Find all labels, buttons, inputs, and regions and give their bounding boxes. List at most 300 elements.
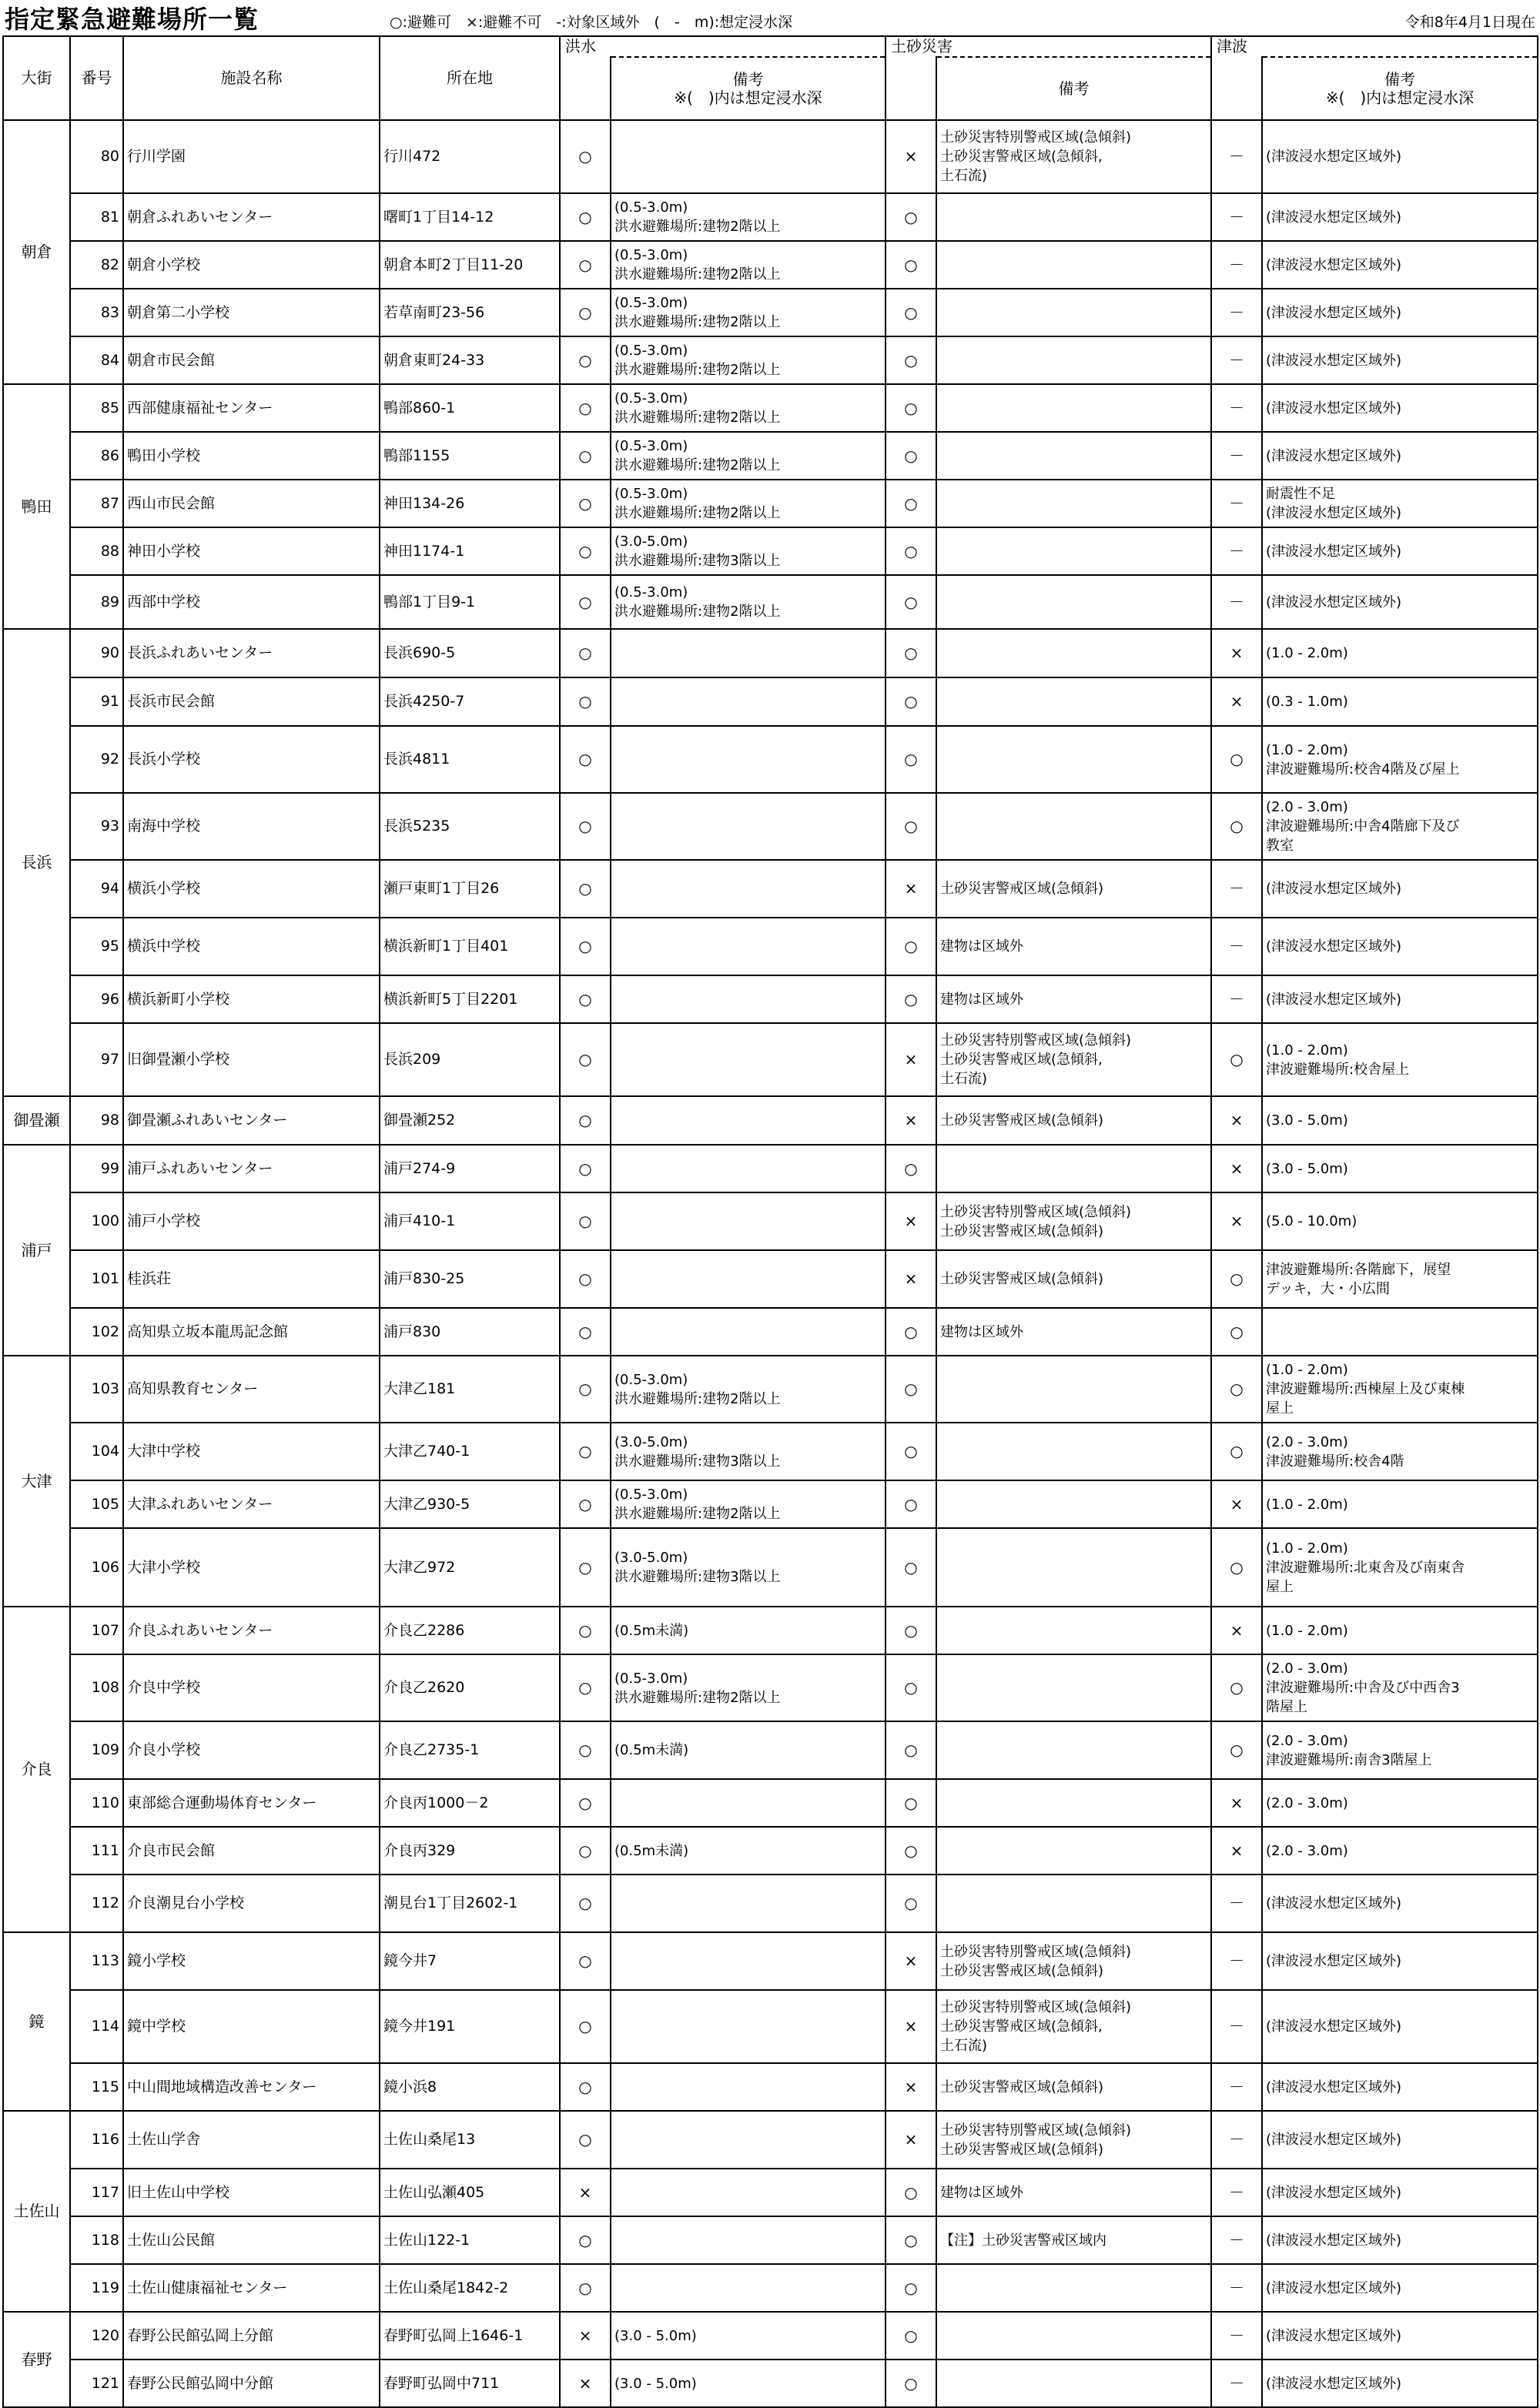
table-row: [3, 1990, 1538, 2063]
flood-status: ○: [560, 1607, 611, 1654]
facility-address: 鏡小浜8: [380, 2063, 560, 2111]
tsunami-note: (2.0 - 3.0m): [1262, 1779, 1538, 1827]
flood-status: ○: [560, 1875, 611, 1932]
facility-name: 介良ふれあいセンター: [123, 1607, 380, 1654]
tsunami-status: ○: [1211, 1528, 1262, 1607]
landslide-note: [936, 1779, 1211, 1827]
facility-name: 介良中学校: [123, 1654, 380, 1721]
landslide-status: ○: [886, 677, 936, 726]
flood-status: ○: [560, 384, 611, 432]
table-row: [3, 2264, 1538, 2312]
flood-status: ○: [560, 1192, 611, 1250]
facility-name: 朝倉小学校: [123, 241, 380, 289]
table-row: [3, 2216, 1538, 2264]
flood-note: [611, 2216, 886, 2264]
facility-address: 御畳瀬252: [380, 1096, 560, 1145]
facility-address: 春野町弘岡上1646-1: [380, 2312, 560, 2360]
tsunami-note: (津波浸水想定区域外): [1262, 1875, 1538, 1932]
tsunami-status: ×: [1211, 1145, 1262, 1192]
flood-note: (0.5m未満): [611, 1607, 886, 1654]
table-row: [3, 1827, 1538, 1875]
table-row: [3, 1192, 1538, 1250]
facility-address: 行川472: [380, 120, 560, 193]
tsunami-note: (津波浸水想定区域外): [1262, 2111, 1538, 2169]
tsunami-status: －: [1211, 193, 1262, 241]
facility-address: 長浜4811: [380, 726, 560, 793]
flood-status: ○: [560, 1145, 611, 1192]
tsunami-status: －: [1211, 860, 1262, 918]
table-row: [3, 975, 1538, 1023]
district-cell: 御畳瀬: [3, 1096, 70, 1145]
table-row: [3, 1721, 1538, 1779]
row-number: 103: [70, 1356, 123, 1423]
flood-status: ○: [560, 480, 611, 527]
flood-status: ○: [560, 1023, 611, 1096]
tsunami-status: －: [1211, 432, 1262, 480]
facility-name: 御畳瀬ふれあいセンター: [123, 1096, 380, 1145]
row-number: 102: [70, 1308, 123, 1356]
landslide-note: [936, 793, 1211, 860]
landslide-note: 土砂災害特別警戒区域(急傾斜) 土砂災害警戒区域(急傾斜): [936, 1192, 1211, 1250]
facility-address: 介良丙329: [380, 1827, 560, 1875]
row-number: 90: [70, 629, 123, 677]
facility-name: 朝倉市民会館: [123, 336, 380, 384]
tsunami-note: (津波浸水想定区域外): [1262, 2169, 1538, 2216]
landslide-note: 土砂災害警戒区域(急傾斜): [936, 1250, 1211, 1308]
landslide-note: [936, 1654, 1211, 1721]
facility-name: 旧御畳瀬小学校: [123, 1023, 380, 1096]
facility-address: 浦戸410-1: [380, 1192, 560, 1250]
tsunami-status: ×: [1211, 1779, 1262, 1827]
table-row: [3, 575, 1538, 629]
row-number: 88: [70, 527, 123, 575]
header-landslide-note: 備考: [936, 57, 1211, 120]
landslide-status: ○: [886, 1480, 936, 1528]
table-row: [3, 1308, 1538, 1356]
table-body: [3, 120, 1538, 2407]
landslide-status: ○: [886, 2216, 936, 2264]
flood-note: (0.5-3.0m) 洪水避難場所:建物2階以上: [611, 336, 886, 384]
landslide-note: [936, 629, 1211, 677]
flood-note: [611, 918, 886, 975]
tsunami-status: －: [1211, 2216, 1262, 2264]
facility-address: 瀬戸東町1丁目26: [380, 860, 560, 918]
row-number: 93: [70, 793, 123, 860]
tsunami-status: ○: [1211, 1654, 1262, 1721]
flood-note: (3.0-5.0m) 洪水避難場所:建物3階以上: [611, 527, 886, 575]
row-number: 119: [70, 2264, 123, 2312]
row-number: 113: [70, 1932, 123, 1990]
row-number: 106: [70, 1528, 123, 1607]
table-row: [3, 860, 1538, 918]
landslide-note: [936, 384, 1211, 432]
landslide-status: ○: [886, 1779, 936, 1827]
landslide-note: 土砂災害警戒区域(急傾斜): [936, 2063, 1211, 2111]
row-number: 110: [70, 1779, 123, 1827]
row-number: 115: [70, 2063, 123, 2111]
flood-note: (3.0 - 5.0m): [611, 2312, 886, 2360]
landslide-note: 土砂災害特別警戒区域(急傾斜) 土砂災害警戒区域(急傾斜): [936, 2111, 1211, 2169]
tsunami-note: (津波浸水想定区域外): [1262, 1932, 1538, 1990]
table-row: [3, 2312, 1538, 2360]
facility-address: 浦戸830: [380, 1308, 560, 1356]
flood-note: [611, 726, 886, 793]
district-cell: 浦戸: [3, 1145, 70, 1356]
facility-name: 南海中学校: [123, 793, 380, 860]
table-row: [3, 480, 1538, 527]
landslide-status: ×: [886, 1990, 936, 2063]
facility-address: 春野町弘岡中711: [380, 2360, 560, 2407]
landslide-status: ○: [886, 1721, 936, 1779]
landslide-status: ○: [886, 1654, 936, 1721]
landslide-status: ○: [886, 289, 936, 336]
landslide-status: ○: [886, 2264, 936, 2312]
flood-status: ×: [560, 2360, 611, 2407]
flood-note: [611, 1250, 886, 1308]
facility-name: 横浜小学校: [123, 860, 380, 918]
flood-status: ○: [560, 1096, 611, 1145]
tsunami-note: (1.0 - 2.0m): [1262, 1480, 1538, 1528]
row-number: 120: [70, 2312, 123, 2360]
facility-name: 鴨田小学校: [123, 432, 380, 480]
facility-name: 横浜新町小学校: [123, 975, 380, 1023]
landslide-note: [936, 336, 1211, 384]
tsunami-note: (津波浸水想定区域外): [1262, 2063, 1538, 2111]
table-row: [3, 120, 1538, 193]
facility-address: 曙町1丁目14-12: [380, 193, 560, 241]
landslide-note: [936, 1356, 1211, 1423]
table-row: [3, 527, 1538, 575]
row-number: 117: [70, 2169, 123, 2216]
tsunami-note: (津波浸水想定区域外): [1262, 975, 1538, 1023]
landslide-note: [936, 1607, 1211, 1654]
header-landslide: 土砂災害: [886, 36, 1211, 57]
row-number: 112: [70, 1875, 123, 1932]
landslide-status: ×: [886, 860, 936, 918]
facility-name: 東部総合運動場体育センター: [123, 1779, 380, 1827]
flood-status: ○: [560, 1990, 611, 2063]
landslide-note: 土砂災害特別警戒区域(急傾斜) 土砂災害警戒区域(急傾斜, 土石流): [936, 1023, 1211, 1096]
flood-status: ○: [560, 2063, 611, 2111]
facility-address: 鴨部1丁目9-1: [380, 575, 560, 629]
facility-address: 若草南町23-56: [380, 289, 560, 336]
tsunami-note: (津波浸水想定区域外): [1262, 120, 1538, 193]
tsunami-note: (5.0 - 10.0m): [1262, 1192, 1538, 1250]
row-number: 97: [70, 1023, 123, 1096]
district-cell: 鴨田: [3, 384, 70, 629]
row-number: 116: [70, 2111, 123, 2169]
tsunami-status: －: [1211, 2312, 1262, 2360]
flood-note: (0.5-3.0m) 洪水避難場所:建物2階以上: [611, 432, 886, 480]
table-row: [3, 384, 1538, 432]
landslide-status: ○: [886, 726, 936, 793]
facility-name: 西部健康福祉センター: [123, 384, 380, 432]
table-row: [3, 1096, 1538, 1145]
landslide-note: [936, 527, 1211, 575]
landslide-status: ○: [886, 384, 936, 432]
flood-note: [611, 1023, 886, 1096]
flood-status: ○: [560, 336, 611, 384]
header-tsunami: 津波: [1211, 36, 1538, 57]
header-number: 番号: [70, 36, 123, 120]
flood-note: [611, 2264, 886, 2312]
tsunami-note: (1.0 - 2.0m) 津波避難場所:西棟屋上及び東棟 屋上: [1262, 1356, 1538, 1423]
facility-name: 鏡小学校: [123, 1932, 380, 1990]
facility-name: 高知県教育センター: [123, 1356, 380, 1423]
facility-name: 長浜小学校: [123, 726, 380, 793]
row-number: 96: [70, 975, 123, 1023]
facility-address: 大津乙972: [380, 1528, 560, 1607]
facility-name: 土佐山健康福祉センター: [123, 2264, 380, 2312]
flood-note: (0.5-3.0m) 洪水避難場所:建物2階以上: [611, 241, 886, 289]
header-address: 所在地: [380, 36, 560, 120]
header-flood-blank: [560, 57, 611, 120]
landslide-note: [936, 2264, 1211, 2312]
flood-status: ○: [560, 1308, 611, 1356]
tsunami-note: (津波浸水想定区域外): [1262, 432, 1538, 480]
flood-status: ○: [560, 1721, 611, 1779]
flood-status: ×: [560, 2312, 611, 2360]
tsunami-status: ×: [1211, 1827, 1262, 1875]
row-number: 80: [70, 120, 123, 193]
landslide-note: 建物は区域外: [936, 2169, 1211, 2216]
facility-address: 土佐山桑尾13: [380, 2111, 560, 2169]
facility-name: 浦戸小学校: [123, 1192, 380, 1250]
table-row: [3, 1023, 1538, 1096]
flood-status: ○: [560, 793, 611, 860]
table-row: [3, 241, 1538, 289]
facility-address: 横浜新町5丁目2201: [380, 975, 560, 1023]
landslide-note: 建物は区域外: [936, 918, 1211, 975]
facility-address: 横浜新町1丁目401: [380, 918, 560, 975]
landslide-note: 建物は区域外: [936, 975, 1211, 1023]
header-row-1: [3, 36, 1538, 57]
tsunami-status: －: [1211, 120, 1262, 193]
landslide-status: ○: [886, 2312, 936, 2360]
flood-status: ○: [560, 575, 611, 629]
flood-note: [611, 2063, 886, 2111]
tsunami-status: －: [1211, 241, 1262, 289]
facility-address: 大津乙740-1: [380, 1423, 560, 1480]
tsunami-status: －: [1211, 2360, 1262, 2407]
landslide-note: [936, 726, 1211, 793]
flood-note: [611, 1932, 886, 1990]
tsunami-status: ×: [1211, 677, 1262, 726]
row-number: 98: [70, 1096, 123, 1145]
tsunami-status: ×: [1211, 1192, 1262, 1250]
flood-status: ○: [560, 918, 611, 975]
row-number: 91: [70, 677, 123, 726]
facility-name: 桂浜荘: [123, 1250, 380, 1308]
table-row: [3, 677, 1538, 726]
tsunami-status: ○: [1211, 1721, 1262, 1779]
tsunami-status: ×: [1211, 1607, 1262, 1654]
header-facility: 施設名称: [123, 36, 380, 120]
facility-name: 中山間地域構造改善センター: [123, 2063, 380, 2111]
table-row: [3, 2169, 1538, 2216]
landslide-note: [936, 1721, 1211, 1779]
tsunami-note: (1.0 - 2.0m) 津波避難場所:北東舎及び南東舎 屋上: [1262, 1528, 1538, 1607]
flood-status: ○: [560, 677, 611, 726]
flood-note: (0.5-3.0m) 洪水避難場所:建物2階以上: [611, 193, 886, 241]
facility-name: 西山市民会館: [123, 480, 380, 527]
tsunami-note: (津波浸水想定区域外): [1262, 1990, 1538, 2063]
facility-address: 神田134-26: [380, 480, 560, 527]
landslide-status: ○: [886, 1356, 936, 1423]
district-cell: 介良: [3, 1607, 70, 1932]
landslide-note: 建物は区域外: [936, 1308, 1211, 1356]
facility-address: 浦戸830-25: [380, 1250, 560, 1308]
table-row: [3, 2111, 1538, 2169]
table-row: [3, 1480, 1538, 1528]
landslide-status: ○: [886, 527, 936, 575]
table-row: [3, 793, 1538, 860]
landslide-status: ○: [886, 918, 936, 975]
landslide-status: ×: [886, 1932, 936, 1990]
header-landslide-blank: [886, 57, 936, 120]
facility-name: 土佐山公民館: [123, 2216, 380, 2264]
landslide-note: [936, 1480, 1211, 1528]
tsunami-note: (津波浸水想定区域外): [1262, 289, 1538, 336]
facility-name: 介良小学校: [123, 1721, 380, 1779]
facility-address: 鏡今井7: [380, 1932, 560, 1990]
tsunami-note: (1.0 - 2.0m) 津波避難場所:校舎4階及び屋上: [1262, 726, 1538, 793]
flood-status: ○: [560, 1528, 611, 1607]
landslide-note: [936, 241, 1211, 289]
facility-address: 神田1174-1: [380, 527, 560, 575]
tsunami-status: ○: [1211, 1023, 1262, 1096]
facility-address: 朝倉東町24-33: [380, 336, 560, 384]
legend-text: ○:避難可 ×:避難不可 -:対象区域外 ( - m):想定浸水深: [390, 14, 793, 31]
tsunami-note: (2.0 - 3.0m) 津波避難場所:校舎4階: [1262, 1423, 1538, 1480]
facility-address: 長浜4250-7: [380, 677, 560, 726]
facility-name: 浦戸ふれあいセンター: [123, 1145, 380, 1192]
flood-note: (3.0 - 5.0m): [611, 2360, 886, 2407]
landslide-note: [936, 575, 1211, 629]
row-number: 99: [70, 1145, 123, 1192]
facility-name: 大津ふれあいセンター: [123, 1480, 380, 1528]
landslide-status: ○: [886, 480, 936, 527]
flood-note: [611, 629, 886, 677]
flood-status: ○: [560, 2264, 611, 2312]
facility-name: 長浜市民会館: [123, 677, 380, 726]
table-row: [3, 1356, 1538, 1423]
facility-name: 土佐山学舎: [123, 2111, 380, 2169]
landslide-note: [936, 677, 1211, 726]
flood-status: ○: [560, 629, 611, 677]
flood-note: (0.5-3.0m) 洪水避難場所:建物2階以上: [611, 575, 886, 629]
table-row: [3, 289, 1538, 336]
flood-note: [611, 2169, 886, 2216]
flood-status: ○: [560, 1480, 611, 1528]
tsunami-note: (津波浸水想定区域外): [1262, 384, 1538, 432]
flood-status: ○: [560, 1356, 611, 1423]
tsunami-note: (2.0 - 3.0m) 津波避難場所:中舎及び中西舎3 階屋上: [1262, 1654, 1538, 1721]
facility-name: 大津中学校: [123, 1423, 380, 1480]
table-row: [3, 918, 1538, 975]
tsunami-note: (津波浸水想定区域外): [1262, 860, 1538, 918]
row-number: 111: [70, 1827, 123, 1875]
row-number: 83: [70, 289, 123, 336]
flood-status: ○: [560, 860, 611, 918]
row-number: 100: [70, 1192, 123, 1250]
landslide-status: ○: [886, 2169, 936, 2216]
tsunami-note: (津波浸水想定区域外): [1262, 2264, 1538, 2312]
tsunami-note: (3.0 - 5.0m): [1262, 1096, 1538, 1145]
landslide-status: ×: [886, 1192, 936, 1250]
facility-address: 大津乙930-5: [380, 1480, 560, 1528]
landslide-note: [936, 2360, 1211, 2407]
tsunami-status: ×: [1211, 1480, 1262, 1528]
flood-status: ○: [560, 975, 611, 1023]
row-number: 95: [70, 918, 123, 975]
tsunami-note: (津波浸水想定区域外): [1262, 193, 1538, 241]
landslide-status: ○: [886, 241, 936, 289]
flood-status: ○: [560, 1423, 611, 1480]
tsunami-note: (津波浸水想定区域外): [1262, 2216, 1538, 2264]
facility-address: 介良乙2735-1: [380, 1721, 560, 1779]
facility-address: 介良乙2286: [380, 1607, 560, 1654]
table-row: [3, 1145, 1538, 1192]
flood-note: [611, 677, 886, 726]
row-number: 82: [70, 241, 123, 289]
facility-name: 朝倉ふれあいセンター: [123, 193, 380, 241]
flood-note: [611, 2111, 886, 2169]
as-of-date: 令和8年4月1日現在: [1404, 14, 1535, 31]
flood-note: [611, 1779, 886, 1827]
facility-address: 大津乙181: [380, 1356, 560, 1423]
flood-status: ×: [560, 2169, 611, 2216]
landslide-status: ○: [886, 793, 936, 860]
tsunami-status: －: [1211, 918, 1262, 975]
tsunami-note: (津波浸水想定区域外): [1262, 241, 1538, 289]
landslide-status: ○: [886, 1528, 936, 1607]
row-number: 94: [70, 860, 123, 918]
tsunami-status: －: [1211, 975, 1262, 1023]
landslide-status: ×: [886, 2063, 936, 2111]
tsunami-note: (1.0 - 2.0m): [1262, 1607, 1538, 1654]
table-row: [3, 726, 1538, 793]
flood-status: ○: [560, 1250, 611, 1308]
row-number: 101: [70, 1250, 123, 1308]
landslide-note: [936, 1827, 1211, 1875]
district-cell: 長浜: [3, 629, 70, 1096]
row-number: 105: [70, 1480, 123, 1528]
tsunami-status: －: [1211, 527, 1262, 575]
flood-status: ○: [560, 2216, 611, 2264]
shelter-table: [2, 35, 1538, 2408]
facility-address: 鏡今井191: [380, 1990, 560, 2063]
tsunami-status: －: [1211, 2169, 1262, 2216]
tsunami-status: －: [1211, 1875, 1262, 1932]
landslide-status: ○: [886, 1875, 936, 1932]
flood-note: [611, 1096, 886, 1145]
facility-name: 鏡中学校: [123, 1990, 380, 2063]
facility-address: 土佐山弘瀬405: [380, 2169, 560, 2216]
facility-name: 神田小学校: [123, 527, 380, 575]
landslide-note: 土砂災害警戒区域(急傾斜): [936, 860, 1211, 918]
table-row: [3, 1528, 1538, 1607]
tsunami-status: ○: [1211, 1423, 1262, 1480]
tsunami-status: ×: [1211, 1096, 1262, 1145]
facility-name: 長浜ふれあいセンター: [123, 629, 380, 677]
landslide-note: [936, 289, 1211, 336]
facility-address: 介良丙1000－2: [380, 1779, 560, 1827]
landslide-status: ○: [886, 2360, 936, 2407]
facility-name: 西部中学校: [123, 575, 380, 629]
flood-status: ○: [560, 726, 611, 793]
facility-address: 鴨部1155: [380, 432, 560, 480]
